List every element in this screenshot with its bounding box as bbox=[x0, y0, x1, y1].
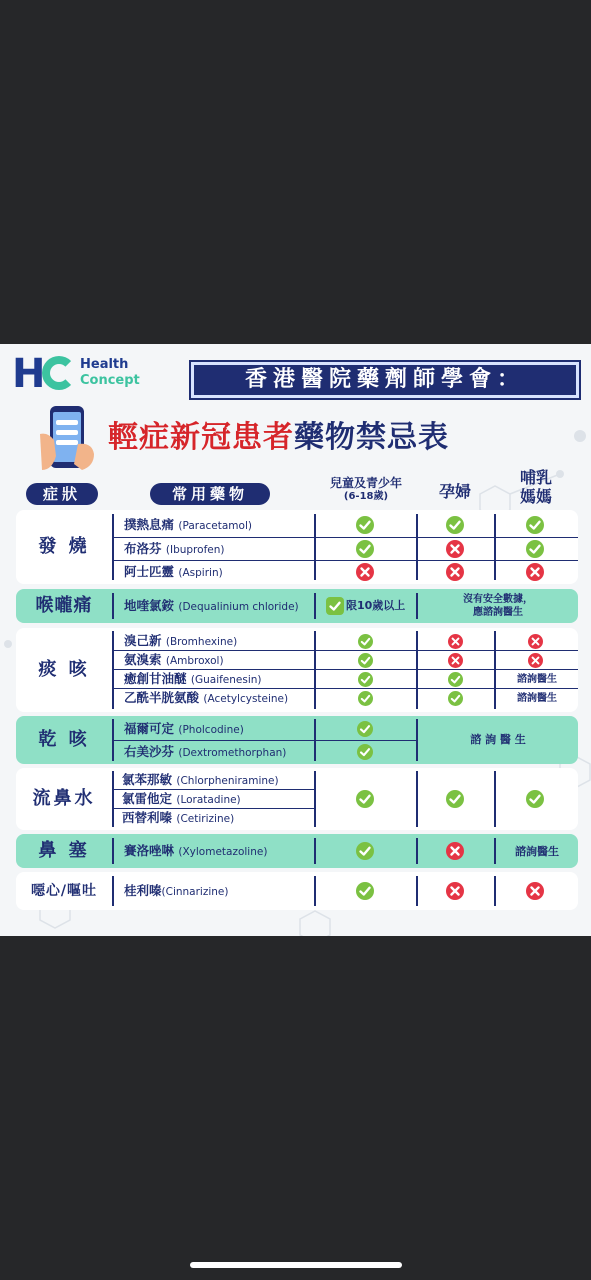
note-no-safety-data bbox=[420, 593, 576, 619]
drug-dequalinium bbox=[124, 597, 299, 615]
drug-name-zh: 氯苯那敏 bbox=[122, 772, 173, 787]
header-children-line1: 兒童及青少年 bbox=[329, 476, 402, 490]
divider bbox=[416, 593, 418, 619]
drug-paracetamol bbox=[124, 516, 252, 534]
drug-name-zh: 桂利嗪 bbox=[124, 883, 162, 898]
drug-xylometazoline bbox=[124, 842, 267, 860]
drug-name-en: (Chlorpheniramine) bbox=[176, 775, 279, 787]
check-icon bbox=[526, 516, 544, 534]
divider bbox=[416, 771, 418, 827]
drug-name-zh: 右美沙芬 bbox=[124, 744, 175, 759]
drug-name-zh: 賽洛唑啉 bbox=[124, 843, 175, 858]
note-consult-doctor: 諮詢醫生 bbox=[517, 674, 557, 685]
check-icon bbox=[526, 540, 544, 558]
home-indicator[interactable] bbox=[190, 1262, 402, 1268]
divider bbox=[416, 514, 418, 580]
divider bbox=[314, 631, 316, 709]
divider bbox=[314, 771, 316, 827]
divider bbox=[112, 631, 114, 709]
divider bbox=[416, 876, 418, 906]
divider bbox=[416, 719, 418, 761]
drug-name-en: (Ibuprofen) bbox=[165, 544, 225, 556]
society-banner: 香港醫院藥劑師學會： bbox=[191, 362, 579, 398]
check-icon bbox=[358, 672, 373, 687]
phone-in-hand-icon bbox=[38, 404, 98, 476]
divider bbox=[494, 876, 496, 906]
divider bbox=[314, 593, 316, 619]
drug-name-zh: 西替利嗪 bbox=[122, 810, 173, 825]
divider bbox=[494, 631, 496, 709]
drug-name-zh: 氯雷他定 bbox=[122, 791, 173, 806]
divider bbox=[314, 838, 316, 864]
cross-icon bbox=[528, 634, 543, 649]
drug-name-zh: 福爾可定 bbox=[124, 721, 175, 736]
drug-acetylcysteine bbox=[124, 689, 288, 707]
check-icon bbox=[356, 516, 374, 534]
cross-icon bbox=[526, 882, 544, 900]
check-icon bbox=[356, 842, 374, 860]
drug-name-en: (Guaifenesin) bbox=[190, 674, 262, 686]
drug-name-en: (Bromhexine) bbox=[165, 636, 238, 648]
symptom-sore-throat: 喉嚨痛 bbox=[35, 595, 93, 616]
cross-icon bbox=[446, 540, 464, 558]
drug-name-zh: 氨溴索 bbox=[124, 652, 162, 667]
note-line1: 沒有安全數據， bbox=[463, 594, 533, 605]
drug-name-zh: 布洛芬 bbox=[124, 541, 162, 556]
header-common-drugs: 常用藥物 bbox=[150, 483, 270, 505]
drug-name-zh: 撲熱息痛 bbox=[124, 517, 175, 532]
symptom-blocked-nose: 鼻 塞 bbox=[38, 840, 90, 861]
drug-name-en: (Aspirin) bbox=[178, 567, 223, 579]
drug-aspirin bbox=[124, 563, 223, 581]
drug-name-zh: 地喹氯銨 bbox=[124, 598, 175, 613]
check-icon bbox=[358, 691, 373, 706]
drug-name-en: (Cinnarizine) bbox=[161, 886, 229, 898]
symptom-phlegm-cough: 痰 咳 bbox=[38, 659, 90, 680]
drug-name-en: (Dextromethorphan) bbox=[178, 747, 287, 759]
drug-ibuprofen bbox=[124, 540, 224, 558]
drug-cinnarizine bbox=[124, 882, 228, 900]
divider bbox=[314, 876, 316, 906]
header-symptom: 症狀 bbox=[26, 483, 98, 505]
note-consult-doctor: 諮 詢 醫 生 bbox=[470, 733, 526, 746]
drug-chlorpheniramine bbox=[122, 771, 279, 789]
logo-text-concept: Concept bbox=[80, 373, 140, 388]
divider bbox=[112, 514, 114, 580]
drug-name-en: (Paracetamol) bbox=[178, 520, 252, 532]
check-icon bbox=[358, 653, 373, 668]
check-icon bbox=[357, 721, 373, 737]
cross-icon bbox=[356, 563, 374, 581]
divider bbox=[112, 876, 114, 906]
note-consult-doctor: 諮詢醫生 bbox=[515, 845, 559, 858]
header-breastfeeding-line1: 哺乳 bbox=[519, 468, 552, 487]
cross-icon bbox=[528, 653, 543, 668]
check-icon bbox=[356, 790, 374, 808]
title-part-navy: 藥物禁忌表 bbox=[294, 420, 449, 455]
row-divider bbox=[112, 740, 416, 741]
drug-loratadine bbox=[122, 790, 241, 808]
drug-cetirizine bbox=[122, 809, 234, 827]
drug-guaifenesin bbox=[124, 670, 262, 688]
header-children bbox=[314, 476, 418, 504]
title-part-red: 輕症新冠患者 bbox=[108, 420, 294, 455]
divider bbox=[112, 593, 114, 619]
drug-bromhexine bbox=[124, 632, 237, 650]
drug-name-en: (Loratadine) bbox=[176, 794, 241, 806]
cross-icon bbox=[446, 882, 464, 900]
symptom-nausea: 噁心/嘔吐 bbox=[30, 883, 98, 899]
divider bbox=[416, 838, 418, 864]
symptom-runny-nose: 流鼻水 bbox=[32, 788, 96, 809]
header-pregnant: 孕婦 bbox=[438, 482, 471, 501]
divider bbox=[494, 514, 496, 580]
check-icon bbox=[446, 516, 464, 534]
logo-c-ring bbox=[42, 356, 76, 390]
row-divider bbox=[112, 560, 578, 561]
logo-h-letter: H bbox=[12, 351, 44, 397]
infographic-card bbox=[0, 344, 591, 936]
drug-name-en: (Ambroxol) bbox=[165, 655, 224, 667]
drug-name-zh: 溴己新 bbox=[124, 633, 162, 648]
drug-dextromethorphan bbox=[124, 743, 286, 761]
check-icon bbox=[356, 540, 374, 558]
divider bbox=[314, 514, 316, 580]
divider bbox=[416, 631, 418, 709]
drug-name-en: (Xylometazoline) bbox=[178, 846, 268, 858]
logo-text-health: Health bbox=[80, 357, 129, 372]
divider bbox=[112, 771, 114, 827]
drug-name-en: (Dequalinium chloride) bbox=[178, 601, 299, 613]
chart-title bbox=[108, 418, 548, 458]
drug-name-zh: 乙酰半胱氨酸 bbox=[124, 690, 200, 705]
drug-ambroxol bbox=[124, 651, 224, 669]
drug-pholcodine bbox=[124, 720, 244, 738]
symptom-fever: 發 燒 bbox=[38, 536, 90, 557]
note-consult-doctor: 諮詢醫生 bbox=[517, 693, 557, 704]
check-icon bbox=[358, 634, 373, 649]
drug-name-en: (Cetirizine) bbox=[176, 813, 235, 825]
check-icon bbox=[357, 744, 373, 760]
cross-icon bbox=[446, 842, 464, 860]
header-breastfeeding-line2: 媽媽 bbox=[519, 487, 552, 506]
drug-name-en: (Acetylcysteine) bbox=[203, 693, 289, 705]
cross-icon bbox=[448, 653, 463, 668]
check-icon bbox=[326, 597, 344, 615]
check-icon bbox=[448, 672, 463, 687]
drug-name-zh: 阿士匹靈 bbox=[124, 564, 175, 579]
symptom-dry-cough: 乾 咳 bbox=[38, 729, 90, 750]
cross-icon bbox=[446, 563, 464, 581]
divider bbox=[494, 771, 496, 827]
drug-name-zh: 癒創甘油醚 bbox=[124, 671, 187, 686]
check-icon bbox=[356, 882, 374, 900]
row-divider bbox=[112, 537, 578, 538]
divider bbox=[494, 838, 496, 864]
header-breastfeeding bbox=[496, 468, 576, 506]
drug-name-en: (Pholcodine) bbox=[178, 724, 244, 736]
health-concept-logo bbox=[12, 352, 182, 396]
divider bbox=[112, 838, 114, 864]
note-age-limit: 限10歲以上 bbox=[346, 599, 406, 612]
check-icon bbox=[526, 790, 544, 808]
note-line2: 應諮詢醫生 bbox=[473, 607, 523, 618]
cross-icon bbox=[526, 563, 544, 581]
header-children-line2: (6-18歲) bbox=[343, 491, 389, 502]
check-icon bbox=[446, 790, 464, 808]
cross-icon bbox=[448, 634, 463, 649]
check-icon bbox=[448, 691, 463, 706]
